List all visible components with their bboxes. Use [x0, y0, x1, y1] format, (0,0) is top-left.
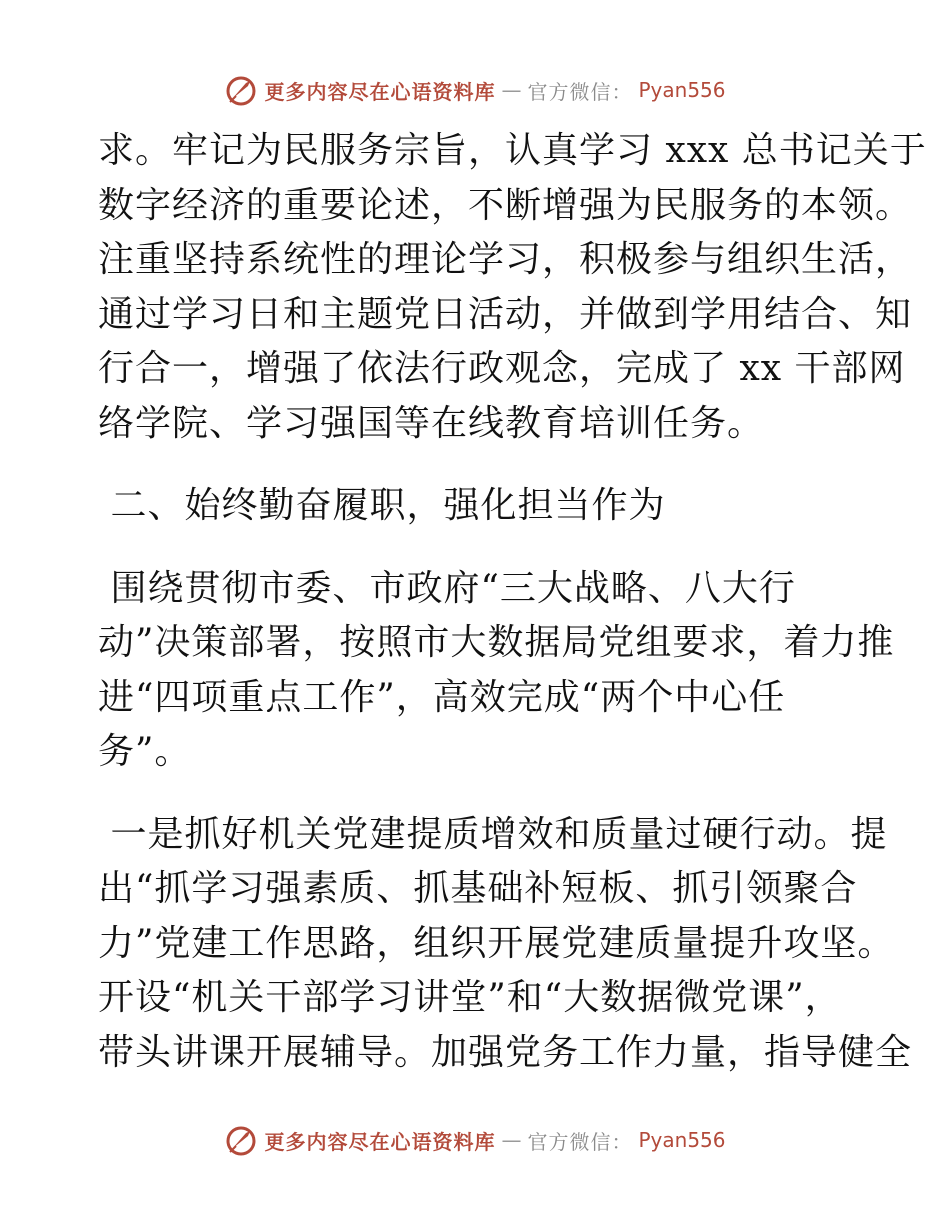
- text-line: 围绕贯彻市委、市政府“三大战略、八大行: [98, 567, 796, 609]
- text-line: 一是抓好机关党建提质增效和质量过硬行动。提: [98, 813, 888, 855]
- header-watermark: [0, 70, 950, 110]
- watermark-account: Pyan556: [638, 78, 726, 102]
- heading-line: 二、始终勤奋履职，强化担当作为: [98, 485, 666, 526]
- document-body: [98, 124, 927, 1080]
- text-line: 出“抓学习强素质、抓基础补短板、抓引领聚合: [98, 868, 858, 909]
- watermark-brand: 更多内容尽在心语资料库: [264, 79, 496, 104]
- text-line: 开设“机关干部学习讲堂”和“大数据微党课”，: [98, 977, 842, 1018]
- watermark-separator: —: [501, 1128, 522, 1152]
- paragraph-strategy: [98, 562, 895, 780]
- text-line: 力”党建工作思路，组织开展党建质量提升攻坚。: [98, 922, 895, 964]
- text-line: 求。牢记为民服务宗旨，认真学习 xxx 总书记关于: [98, 130, 927, 171]
- quill-logo-icon: [224, 73, 258, 107]
- watermark-account: Pyan556: [638, 1128, 726, 1152]
- text-line: 动”决策部署，按照市大数据局党组要求，着力推: [98, 622, 895, 663]
- text-line: 进“四项重点工作”，高效完成“两个中心任: [98, 676, 786, 718]
- watermark-brand: 更多内容尽在心语资料库: [264, 1129, 496, 1154]
- text-line: 通过学习日和主题党日活动，并做到学用结合、知: [98, 293, 913, 335]
- quill-logo-icon: [224, 1123, 258, 1157]
- text-line: 务”。: [98, 731, 192, 772]
- text-line: 注重坚持系统性的理论学习，积极参与组织生活，: [98, 239, 913, 280]
- watermark-separator: —: [501, 78, 522, 102]
- text-line: 带头讲课开展辅导。加强党务工作力量，指导健全: [98, 1031, 913, 1073]
- text-line: 数字经济的重要论述，不断增强为民服务的本领。: [98, 184, 913, 226]
- watermark-official-label: 官方微信：: [527, 1129, 633, 1154]
- paragraph-party-building: [98, 808, 913, 1081]
- watermark-official-label: 官方微信：: [527, 79, 633, 104]
- paragraph-study: [98, 124, 927, 451]
- text-line: 络学院、学习强国等在线教育培训任务。: [98, 402, 765, 444]
- section-heading: [98, 479, 858, 534]
- text-line: 行合一，增强了依法行政观念，完成了 xx 干部网: [98, 348, 906, 389]
- footer-watermark: [0, 1120, 950, 1160]
